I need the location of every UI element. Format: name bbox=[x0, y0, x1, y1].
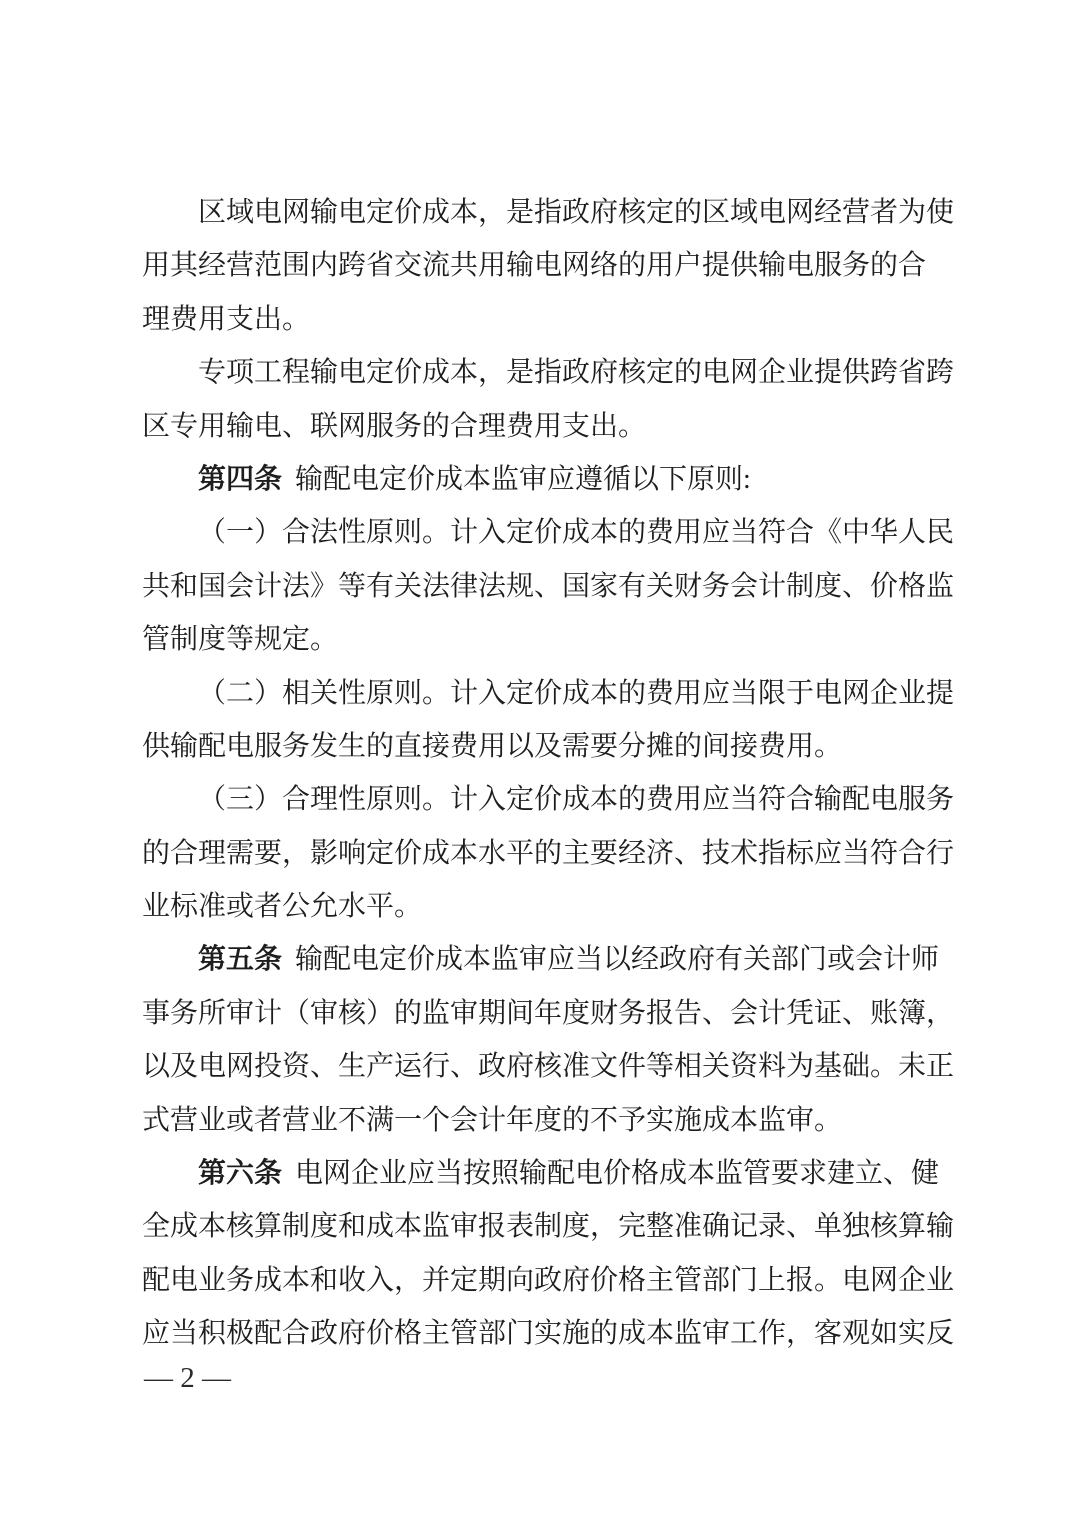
text-line bbox=[142, 506, 958, 559]
article-number: 第五条 bbox=[198, 944, 283, 976]
page-number-label: — 2 — bbox=[144, 1362, 231, 1394]
text-line bbox=[142, 1254, 958, 1307]
text-line bbox=[142, 667, 958, 720]
article-number: 第六条 bbox=[198, 1158, 283, 1190]
text-line bbox=[142, 1040, 958, 1093]
text-line bbox=[142, 186, 958, 239]
article-number: 第四条 bbox=[198, 463, 283, 495]
line-text: 的合理需要，影响定价成本水平的主要经济、技术指标应当符合行 bbox=[142, 837, 955, 869]
text-line bbox=[142, 933, 958, 986]
line-text: 式营业或者营业不满一个会计年度的不予实施成本监审。 bbox=[142, 1104, 843, 1136]
line-text: 业标准或者公允水平。 bbox=[142, 891, 423, 923]
line-text: 管制度等规定。 bbox=[142, 624, 339, 656]
line-text: 区专用输电、联网服务的合理费用支出。 bbox=[142, 410, 647, 442]
text-line bbox=[142, 560, 958, 613]
text-line bbox=[142, 293, 958, 346]
line-text: （一）合法性原则。计入定价成本的费用应当符合《中华人民 bbox=[198, 517, 955, 549]
line-text: 用其经营范围内跨省交流共用输电网络的用户提供输电服务的合 bbox=[142, 250, 927, 282]
text-line bbox=[142, 773, 958, 826]
line-text: 共和国会计法》等有关法律法规、国家有关财务会计制度、价格监 bbox=[142, 570, 955, 602]
line-text: 以及电网投资、生产运行、政府核准文件等相关资料为基础。未正 bbox=[142, 1051, 955, 1083]
line-text: 理费用支出。 bbox=[142, 303, 311, 335]
line-text: 应当积极配合政府价格主管部门实施的成本监审工作，客观如实反 bbox=[142, 1318, 955, 1350]
text-line bbox=[142, 720, 958, 773]
line-text: 全成本核算制度和成本监审报表制度，完整准确记录、单独核算输 bbox=[142, 1211, 955, 1243]
text-line bbox=[142, 987, 958, 1040]
line-text: 输配电定价成本监审应遵循以下原则: bbox=[295, 463, 751, 495]
line-text: 专项工程输电定价成本，是指政府核定的电网企业提供跨省跨 bbox=[198, 357, 955, 389]
text-line bbox=[142, 1200, 958, 1253]
text-line bbox=[142, 1307, 958, 1360]
line-text: （二）相关性原则。计入定价成本的费用应当限于电网企业提 bbox=[198, 677, 955, 709]
line-text: （三）合理性原则。计入定价成本的费用应当符合输配电服务 bbox=[198, 784, 955, 816]
line-text: 区域电网输电定价成本，是指政府核定的区域电网经营者为使 bbox=[198, 197, 955, 228]
line-text: 供输配电服务发生的直接费用以及需要分摊的间接费用。 bbox=[142, 730, 843, 762]
text-line bbox=[142, 453, 958, 506]
document-body bbox=[142, 186, 958, 1361]
text-line bbox=[142, 613, 958, 666]
text-line bbox=[142, 827, 958, 880]
text-line bbox=[142, 1094, 958, 1147]
text-line bbox=[142, 880, 958, 933]
line-text: 电网企业应当按照输配电价格成本监管要求建立、健 bbox=[295, 1158, 940, 1190]
text-line bbox=[142, 400, 958, 453]
line-text: 配电业务成本和收入，并定期向政府价格主管部门上报。电网企业 bbox=[142, 1264, 955, 1296]
text-line bbox=[142, 1147, 958, 1200]
line-text: 输配电定价成本监审应当以经政府有关部门或会计师 bbox=[295, 944, 940, 976]
line-text: 事务所审计（审核）的监审期间年度财务报告、会计凭证、账簿， bbox=[142, 997, 955, 1029]
page-number bbox=[144, 1358, 231, 1398]
text-line bbox=[142, 239, 958, 292]
text-line bbox=[142, 346, 958, 399]
